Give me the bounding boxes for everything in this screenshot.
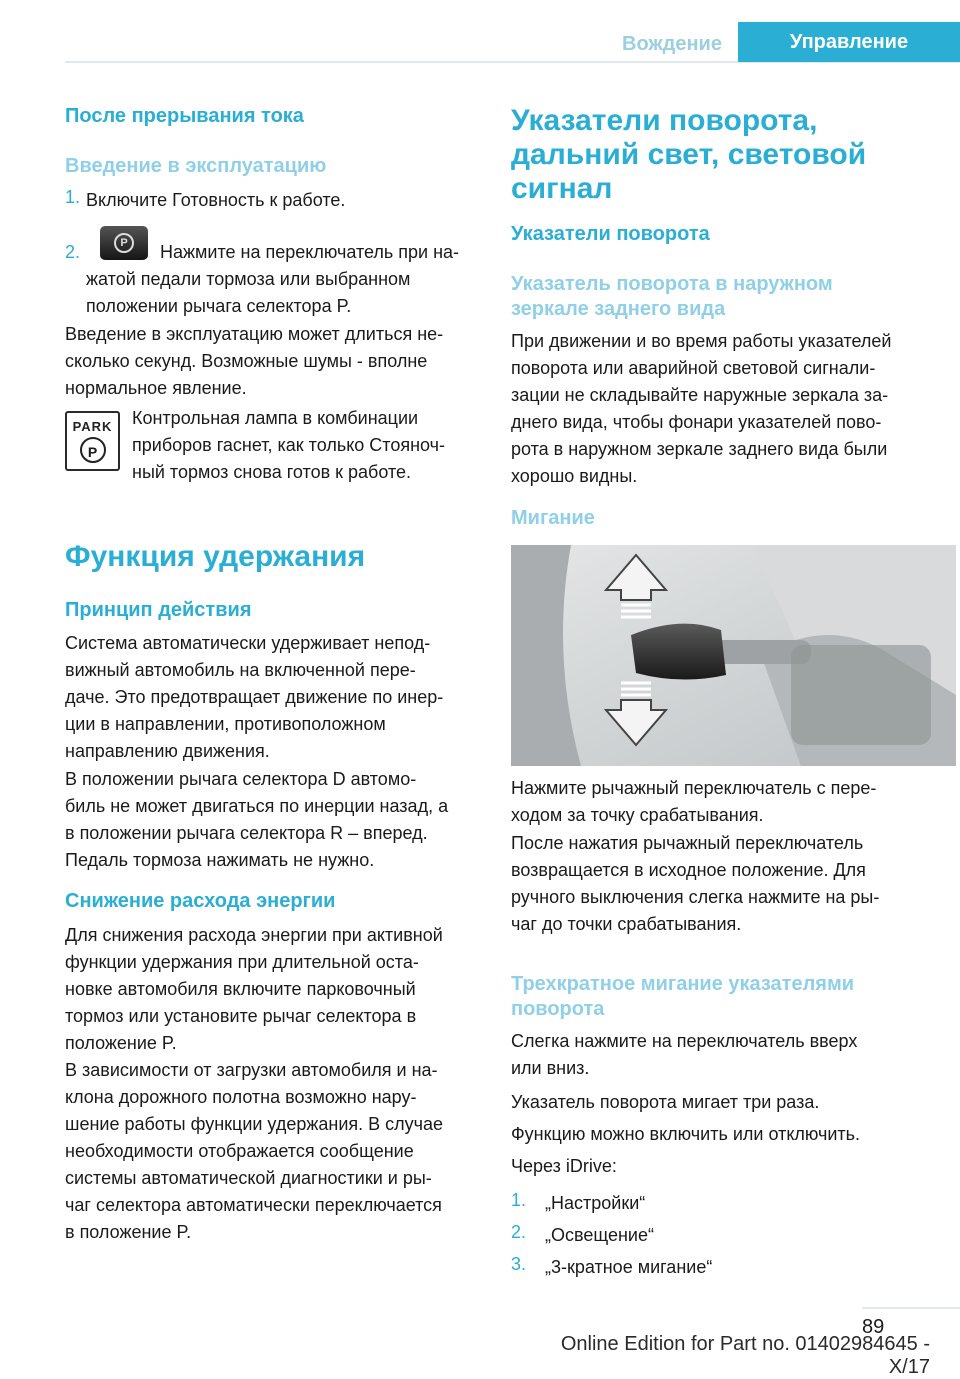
- text-line: даче. Это предотвращает движение по инер-: [65, 687, 444, 707]
- text-line: Педаль тормоза нажимать не нужно.: [65, 850, 375, 870]
- text-line: направлению движения.: [65, 741, 270, 761]
- text-line: биль не может двигаться по инерции назад, а: [65, 796, 449, 816]
- edition-footer: Online Edition for Part no. 01402984645 - X/17: [560, 1333, 930, 1378]
- text-line: функции удержания при длительной оста-: [65, 952, 419, 972]
- note-indicator-lamp: [132, 405, 445, 486]
- park-label: PARK: [72, 419, 113, 434]
- heading-line: поворота: [511, 998, 605, 1020]
- step-1: [65, 187, 478, 217]
- text-line: вижный автомобиль на включенной пере-: [65, 660, 416, 680]
- step-text: Включите Готовность к работе.: [86, 190, 346, 210]
- paragraph-commissioning-time: [65, 321, 443, 402]
- text-line: днего вида, чтобы фонари указателей пово-: [511, 412, 882, 432]
- paragraph-blinks-three: Указатель поворота мигает три раза.: [511, 1092, 820, 1112]
- page-number: 89: [862, 1316, 885, 1338]
- text-line: Для снижения расхода энергии при активной: [65, 925, 443, 945]
- park-circle-symbol: P: [80, 437, 106, 463]
- text-line: Введение в эксплуатацию может длиться не-: [65, 324, 444, 344]
- step-2: [65, 226, 478, 316]
- heading-turn-signals: Указатели поворота: [511, 223, 710, 245]
- parking-brake-symbol: P: [114, 233, 134, 253]
- heading-mirror-signal: [511, 272, 833, 322]
- tab-driving[interactable]: Вождение: [622, 32, 722, 55]
- text-line: ции в направлении, противоположном: [65, 714, 386, 734]
- text-line: клона дорожного полотна возможно нару-: [65, 1087, 417, 1107]
- text-line: ручного выключения слегка нажмите на ры-: [511, 887, 880, 907]
- list-text: „Освещение“: [545, 1225, 654, 1245]
- lever-photo-svg: [511, 545, 956, 766]
- paragraph-press-lever: [511, 775, 876, 829]
- heading-commissioning: Введение в эксплуатацию: [65, 155, 327, 177]
- text-line: ходом за точку срабатывания.: [511, 805, 764, 825]
- text-line: системы автоматической диагностики и ры-: [65, 1168, 432, 1188]
- text-line: Контрольная лампа в комбинации: [132, 408, 419, 428]
- list-item-lighting: [511, 1222, 951, 1252]
- step-text-line: Нажмите на переключатель при на-: [160, 242, 460, 262]
- text-line: После нажатия рычажный переключатель: [511, 833, 864, 853]
- step-text-line: положении рычага селектора P.: [86, 296, 352, 316]
- parking-brake-button-icon: [100, 226, 148, 260]
- text-line: положение P.: [65, 1033, 177, 1053]
- heading-line: зеркале заднего вида: [511, 298, 726, 320]
- list-text: „3-кратное мигание“: [545, 1257, 713, 1277]
- paragraph-lever-return: [511, 830, 879, 938]
- heading-after-power-cut: После прерывания тока: [65, 105, 304, 127]
- paragraph-mirror-warning: [511, 328, 891, 490]
- step-number: 2.: [65, 242, 81, 262]
- text-line: в положении рычага селектора R – вперед.: [65, 823, 428, 843]
- text-line: В зависимости от загрузки автомобиля и на-: [65, 1060, 438, 1080]
- heading-triple-blink: [511, 972, 854, 1022]
- text-line: тормоз или установите рычаг селектора в: [65, 1006, 417, 1026]
- text-line: поворота или аварийной световой сигнали-: [511, 358, 876, 378]
- text-line: новке автомобиля включите парковочный: [65, 979, 416, 999]
- heading-energy-saving: Снижение расхода энергии: [65, 890, 336, 912]
- text-line: При движении и во время работы указателей: [511, 331, 892, 351]
- paragraph-energy-saving: [65, 922, 443, 1057]
- list-text: „Настройки“: [545, 1193, 646, 1213]
- paragraph-selector-positions: [65, 766, 448, 874]
- text-line: сколько секунд. Возможные шумы - вполне: [65, 351, 428, 371]
- list-item-triple-blink: [511, 1254, 951, 1284]
- paragraph-principle: [65, 630, 443, 765]
- text-line: приборов гаснет, как только Стояноч-: [132, 435, 446, 455]
- heading-line: сигнал: [511, 172, 613, 205]
- text-line: Слегка нажмите на переключатель вверх: [511, 1031, 858, 1051]
- list-number: 1.: [511, 1190, 527, 1210]
- text-line: необходимости отображается сообщение: [65, 1141, 414, 1161]
- text-line: хорошо видны.: [511, 466, 638, 486]
- text-line: чаг до точки срабатывания.: [511, 914, 742, 934]
- text-line: зации не складывайте наружные зеркала за-: [511, 385, 889, 405]
- text-line: чаг селектора автоматически переключается: [65, 1195, 442, 1215]
- list-item-settings: [511, 1190, 951, 1220]
- heading-line: Трехкратное мигание указателями: [511, 973, 855, 995]
- text-line: шение работы функции удержания. В случае: [65, 1114, 444, 1134]
- heading-blinking: Мигание: [511, 507, 595, 529]
- step-number: 1.: [65, 187, 81, 207]
- text-line: нормальное явление.: [65, 378, 247, 398]
- text-line: Нажмите рычажный переключатель с пере-: [511, 778, 877, 798]
- heading-line: Указатели поворота,: [511, 104, 818, 137]
- turn-signal-lever-illustration: [511, 545, 956, 766]
- list-number: 3.: [511, 1254, 527, 1274]
- heading-principle: Принцип действия: [65, 599, 252, 621]
- text-line: в положение P.: [65, 1222, 192, 1242]
- list-number: 2.: [511, 1222, 527, 1242]
- text-line: рота в наружном зеркале заднего вида были: [511, 439, 888, 459]
- park-indicator-icon: [65, 411, 120, 471]
- step-text-line: жатой педали тормоза или выбранном: [86, 269, 411, 289]
- heading-hold-function: Функция удержания: [65, 540, 366, 573]
- text-line: возвращается в исходное положение. Для: [511, 860, 866, 880]
- footer-rule: [862, 1307, 960, 1309]
- heading-main-lights: [511, 104, 866, 206]
- heading-line: дальний свет, световой: [511, 138, 867, 171]
- text-line: В положении рычага селектора D автомо-: [65, 769, 417, 789]
- text-line: или вниз.: [511, 1058, 590, 1078]
- text-line: ный тормоз снова готов к работе.: [132, 462, 412, 482]
- paragraph-hold-limitations: [65, 1057, 443, 1246]
- heading-line: Указатель поворота в наружном: [511, 273, 833, 295]
- text-line: Система автоматически удерживает непод-: [65, 633, 431, 653]
- tab-controls[interactable]: Управление: [738, 22, 960, 62]
- paragraph-via-idrive: Через iDrive:: [511, 1156, 617, 1176]
- paragraph-toggle-function: Функцию можно включить или отключить.: [511, 1124, 861, 1144]
- paragraph-press-up-down: [511, 1028, 857, 1082]
